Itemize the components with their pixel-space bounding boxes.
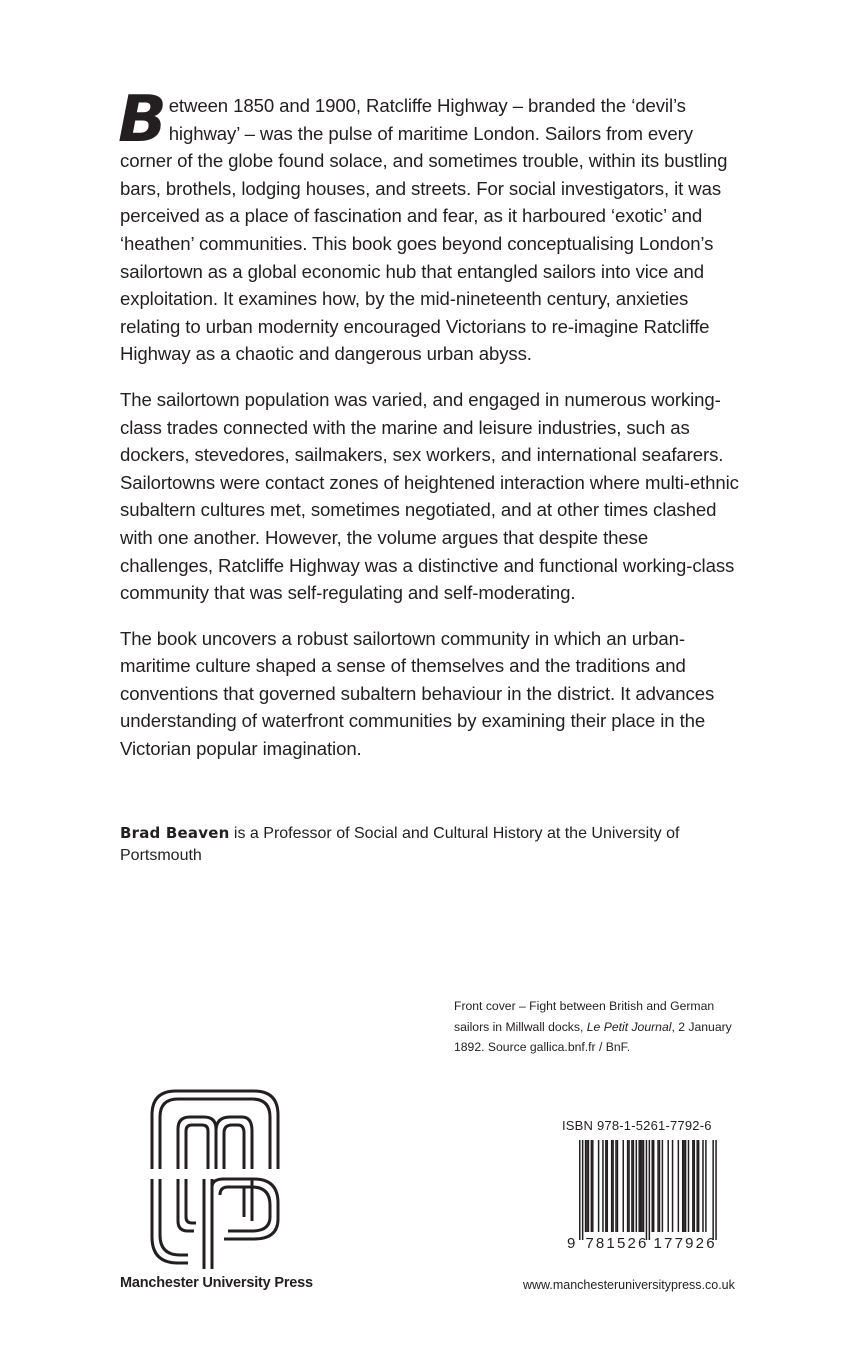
barcode-bar [628, 1140, 630, 1232]
barcode-digits: 781526 [585, 1235, 649, 1250]
mup-logo-icon [148, 1087, 282, 1271]
barcode-bar [633, 1140, 635, 1232]
barcode-bar [579, 1140, 581, 1240]
barcode-bar [653, 1140, 655, 1232]
barcode-bar [715, 1140, 717, 1240]
back-cover-blurb [118, 83, 746, 781]
author-name: Brad Beaven [120, 824, 230, 842]
barcode-bar [602, 1140, 604, 1232]
blurb-paragraph-1 [118, 83, 746, 368]
barcode-bar [617, 1140, 619, 1232]
barcode-bar [712, 1140, 714, 1240]
barcode-bar [585, 1140, 587, 1232]
barcode-bar [582, 1140, 584, 1240]
barcode-bar [586, 1140, 588, 1232]
barcode-bar [611, 1140, 613, 1232]
barcode-bar [672, 1140, 674, 1232]
barcode-bar [638, 1140, 640, 1232]
barcode-bar [702, 1140, 704, 1232]
barcode-bar [696, 1140, 698, 1232]
barcode-digits: 9 [567, 1235, 578, 1250]
barcode-bar [588, 1140, 590, 1232]
barcode-bar [652, 1140, 654, 1232]
blurb-paragraph-2: The sailortown population was varied, and engaged in numerous working-class trades connected with the marine and leisure industries, such as dockers, stevedores, sailmakers, sex workers, and international seafarers. Sailortowns were contact zones of heightened interaction where multi-ethnic subaltern cultures met, sometimes negotiated, and at other times clashed with one another. However, the volume argues that despite these challenges, Ratcliffe Highway was a distinctive and functional working-class community that was self-regulating and self-moderating. [120, 388, 739, 604]
cover-credit-text: Front cover – Fight between British and German sailors in Millwall docks, [454, 999, 715, 1034]
barcode-bar [607, 1140, 609, 1232]
blurb-paragraph-1-text: etween 1850 and 1900, Ratcliffe Highway – branded the ‘devil’s highway’ – was the pulse of maritime London. Sailors from every corner of the globe found solace, and sometimes trouble, within its bustling bars, brothels, lodging houses, and streets. For social investigators, it was perceived as a place of fascination and fear, as it harboured ‘exotic’ and ‘heathen’ communities. This book goes beyond conceptualising London’s sailortown as a global economic hub that entangled sailors into vice and exploitation. It examines how, by the mid-nineteenth century, anxieties relating to urban modernity encouraged Victorians to re-imagine Ratcliffe Highway as a chaotic and dangerous urban abyss. [120, 95, 728, 365]
barcode-bar [605, 1140, 607, 1232]
barcode-bar [694, 1140, 696, 1232]
cover-credit-publication: Le Petit Journal [586, 1019, 672, 1034]
barcode-bar [631, 1140, 633, 1232]
barcode-bar [591, 1140, 593, 1232]
cover-credit-source: , 2 January 1892. Source gallica.bnf.fr / BnF. [454, 1019, 732, 1054]
barcode-bar [623, 1140, 625, 1232]
publisher-name: Manchester University Press [120, 1275, 313, 1291]
barcode-bar [649, 1140, 651, 1240]
barcode-bar [640, 1140, 642, 1232]
barcode-bar [646, 1140, 648, 1240]
publisher-url[interactable]: www.manchesteruniversitypress.co.uk [523, 1278, 735, 1292]
barcode-bar [698, 1140, 700, 1232]
barcode-bar [598, 1140, 600, 1232]
barcode-bar [688, 1140, 690, 1232]
author-bio [120, 822, 760, 867]
barcode-bar [662, 1140, 664, 1232]
barcode-bar [612, 1140, 614, 1232]
barcode-bar [692, 1140, 694, 1232]
barcode-bar [682, 1140, 684, 1232]
barcode-bar [592, 1140, 594, 1232]
drop-cap: B [118, 83, 167, 157]
barcode-digits: 177926 [653, 1235, 717, 1250]
author-bio-text: is a Professor of Social and Cultural History at the University of Portsmouth [120, 825, 680, 864]
barcode-bar [678, 1140, 680, 1232]
barcode-bar [685, 1140, 687, 1232]
barcode-bar [659, 1140, 661, 1232]
barcode-bar [643, 1140, 645, 1232]
barcode-bar [636, 1140, 638, 1232]
barcode-bar [667, 1140, 669, 1232]
barcode-bar [615, 1140, 617, 1232]
isbn-label: ISBN 978-1-5261-7792-6 [562, 1118, 712, 1133]
isbn-barcode [565, 1140, 725, 1250]
cover-credit [454, 996, 744, 1058]
barcode-bar [641, 1140, 643, 1232]
barcode-bar [705, 1140, 707, 1232]
barcode-bar [627, 1140, 629, 1232]
blurb-paragraph-3: The book uncovers a robust sailortown community in which an urban-maritime culture shaped a sense of themselves and the traditions and conventions that governed subaltern behaviour in the district. It advances understanding of waterfront communities by examining their place in the Victorian popular imagination. [120, 627, 715, 760]
barcode-bar [657, 1140, 659, 1232]
barcode-bar [683, 1140, 685, 1232]
